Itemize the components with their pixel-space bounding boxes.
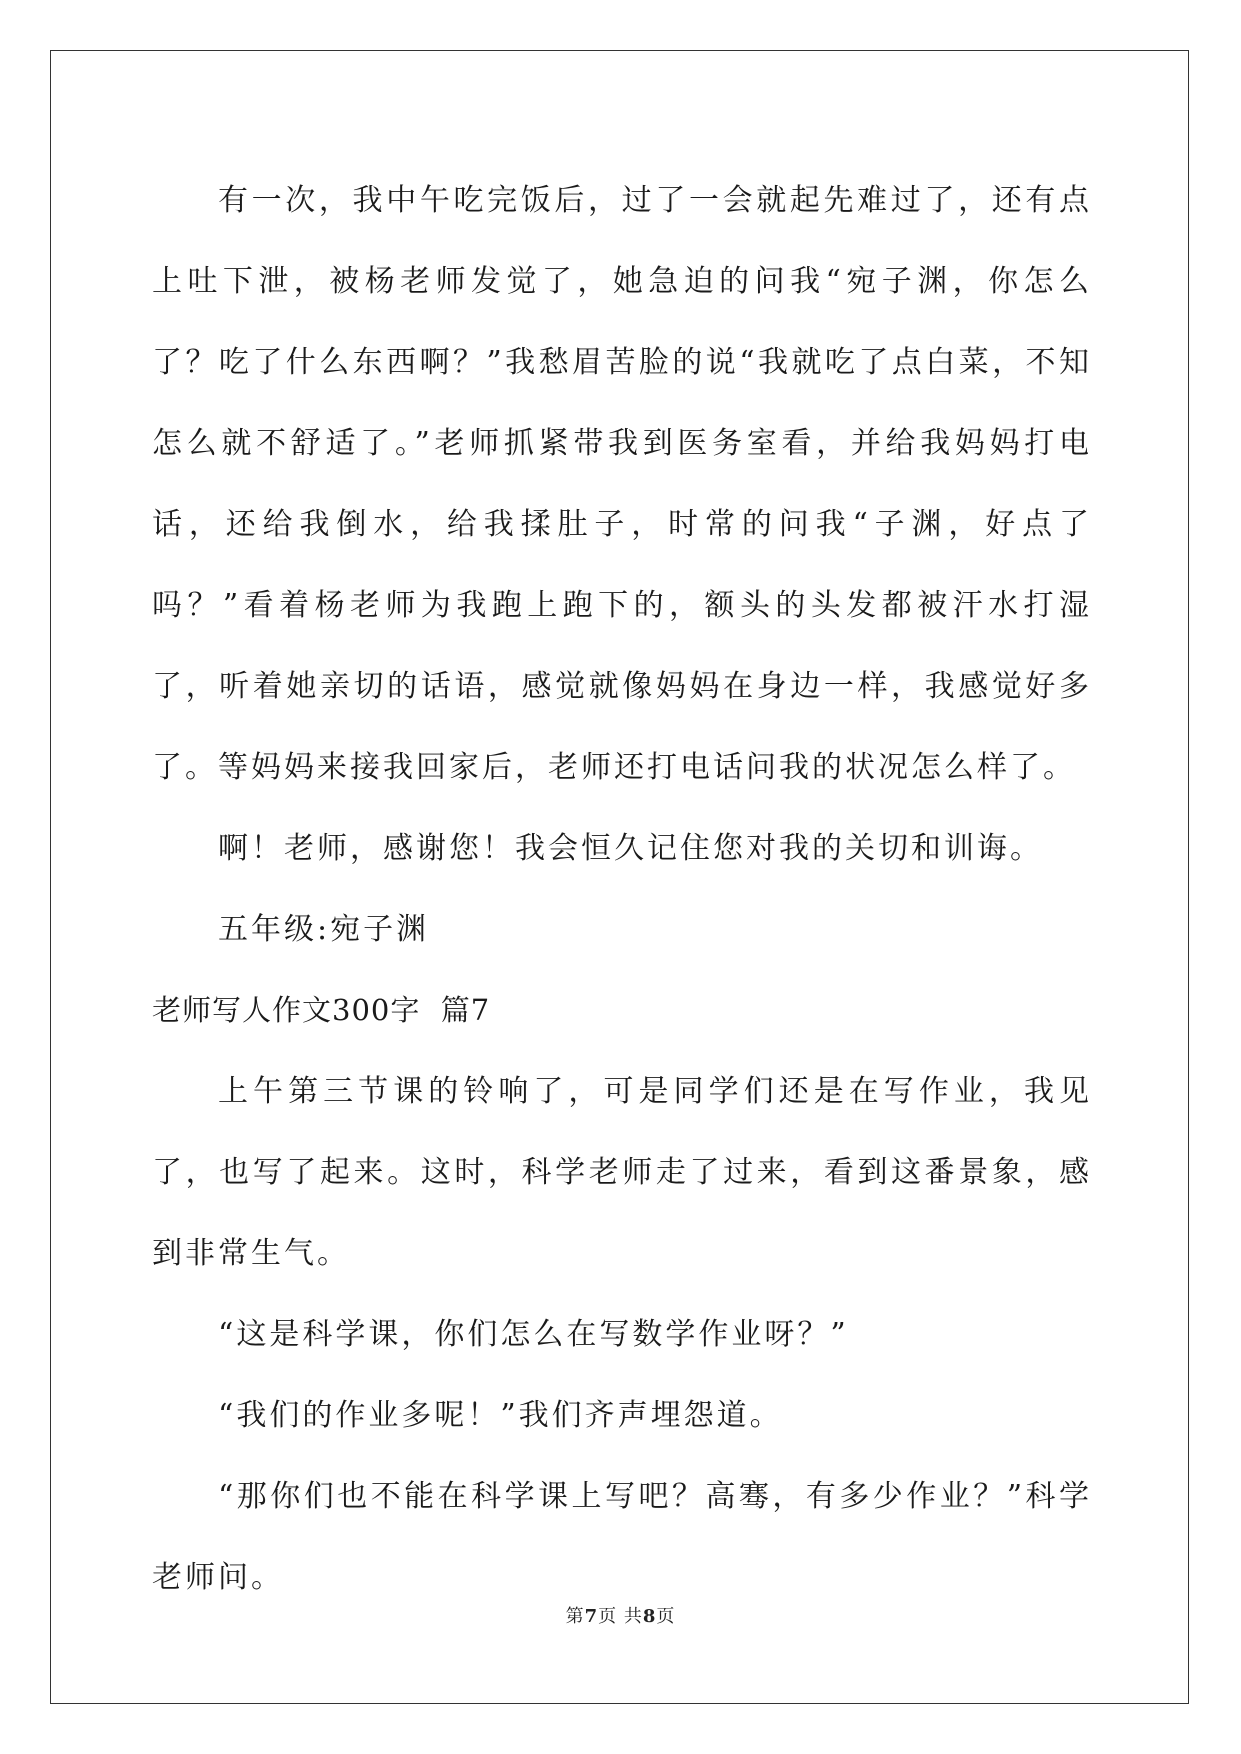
paragraph-author: 五年级:宛子渊 xyxy=(218,912,430,947)
section-heading: 老师写人作文300字 篇7 xyxy=(152,993,491,1027)
page-suffix: 页 xyxy=(656,1606,676,1627)
page-number-footer xyxy=(0,1602,1241,1628)
document-body xyxy=(152,160,1092,1618)
paragraph-dialogue-1: “这是科学课，你们怎么在写数学作业呀？” xyxy=(218,1317,849,1352)
paragraph-dialogue-3: “那你们也不能在科学课上写吧？高骞，有多少作业？”科学老师问。 xyxy=(152,1479,1092,1595)
current-page-number: 7 xyxy=(584,1606,599,1627)
total-page-number: 8 xyxy=(642,1606,657,1627)
paragraph-story-2: 上午第三节课的铃响了，可是同学们还是在写作业，我见了，也写了起来。这时，科学老师走了过来，看到这番景象，感到非常生气。 xyxy=(152,1074,1092,1271)
paragraph-thanks: 啊！老师，感谢您！我会恒久记住您对我的关切和训诲。 xyxy=(218,831,1043,866)
paragraph-story-1: 有一次，我中午吃完饭后，过了一会就起先难过了，还有点上吐下泄，被杨老师发觉了，她急迫的问我“宛子渊，你怎么了？吃了什么东西啊？”我愁眉苦脸的说“我就吃了点白菜，不知怎么就不舒适了。”老师抓紧带我到医务室看，并给我妈妈打电话，还给我倒水，给我揉肚子，时常的问我“子渊，好点了吗？”看着杨老师为我跑上跑下的，额头的头发都被汗水打湿了，听着她亲切的话语，感觉就像妈妈在身边一样，我感觉好多了。等妈妈来接我回家后，老师还打电话问我的状况怎么样了。 xyxy=(152,183,1092,785)
page-prefix: 第 xyxy=(565,1606,585,1627)
paragraph-dialogue-2: “我们的作业多呢！”我们齐声埋怨道。 xyxy=(218,1398,783,1433)
page-mid: 页 共 xyxy=(598,1606,643,1627)
